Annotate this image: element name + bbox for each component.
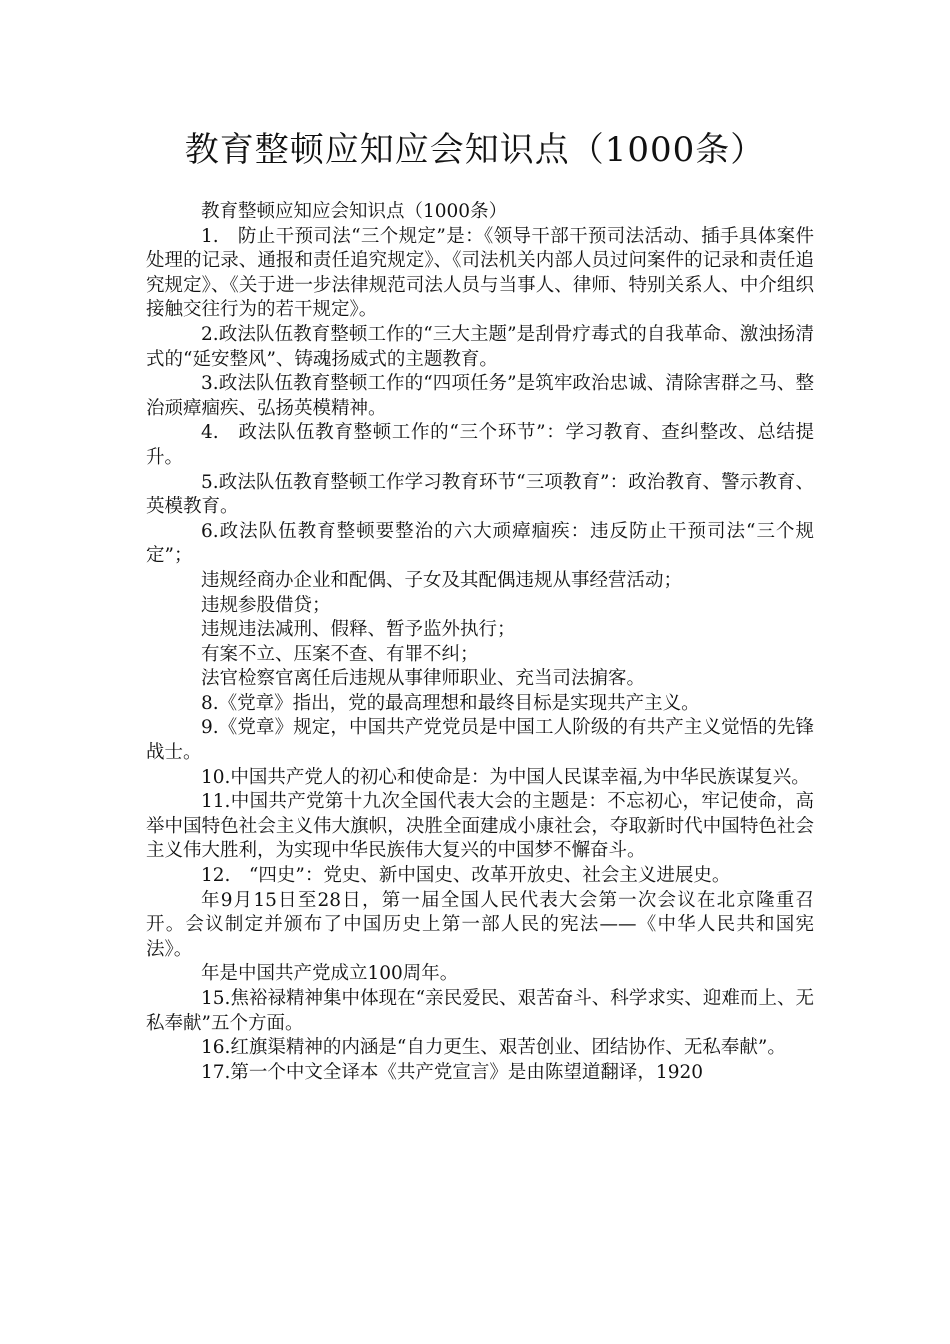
paragraph-item-9: 9.《党章》规定，中国共产党党员是中国工人阶级的有共产主义觉悟的先锋战士。 (146, 717, 814, 764)
paragraph-item-11: 11.中国共产党第十九次全国代表大会的主题是：不忘初心，牢记使命，高举中国特色社会主义伟大旗帜，决胜全面建成小康社会，夺取新时代中国特色社会主义伟大胜利，为实现中华民族伟大复兴的中国梦不懈奋斗。 (146, 791, 814, 862)
paragraph-item-6-sub-2: 违规参股借贷； (201, 594, 331, 616)
paragraph-item-6: 6.政法队伍教育整顿要整治的六大顽瘴痼疾：违反防止干预司法“三个规定”； (146, 520, 814, 567)
paragraph-item-6-sub-4: 有案不立、压案不查、有罪不纠； (201, 643, 479, 665)
paragraph-item-17: 17.第一个中文全译本《共产党宣言》是由陈望道翻译，1920 (201, 1061, 704, 1083)
paragraph-item-6-sub-3: 违规违法减刑、假释、暂予监外执行； (201, 619, 516, 641)
paragraph-item-13: 年9月15日至28日，第一届全国人民代表大会第一次会议在北京隆重召开。会议制定并颁布了中国历史上第一部人民的宪法——《中华人民共和国宪法》。 (146, 889, 814, 960)
paragraph-item-10: 10.中国共产党人的初心和使命是：为中国人民谋幸福,为中华民族谋复兴。 (201, 766, 810, 788)
paragraph-subtitle: 教育整顿应知应会知识点（1000条） (201, 201, 508, 222)
document-body (146, 200, 814, 1085)
paragraph-item-8: 8.《党章》指出，党的最高理想和最终目标是实现共产主义。 (201, 692, 700, 714)
paragraph-item-4: 4. 政法队伍教育整顿工作的“三个环节”：学习教育、查纠整改、总结提升。 (146, 422, 814, 468)
paragraph-item-6-sub-1: 违规经商办企业和配偶、子女及其配偶违规从事经营活动； (201, 569, 683, 591)
paragraph-item-15: 15.焦裕禄精神集中体现在“亲民爱民、艰苦奋斗、科学求实、迎难而上、无私奉献”五个方面。 (146, 988, 814, 1034)
paragraph-item-16: 16.红旗渠精神的内涵是“自力更生、艰苦创业、团结协作、无私奉献”。 (201, 1037, 786, 1059)
paragraph-item-3: 3.政法队伍教育整顿工作的“四项任务”是筑牢政治忠诚、清除害群之马、整治顽瘴痼疾、弘扬英模精神。 (146, 373, 814, 419)
document-title: 教育整顿应知应会知识点（1000条） (184, 130, 766, 170)
paragraph-item-2: 2.政法队伍教育整顿工作的“三大主题”是刮骨疗毒式的自我革命、激浊扬清式的“延安整风”、铸魂扬威式的主题教育。 (146, 323, 814, 370)
paragraph-item-6-sub-5: 法官检察官离任后违规从事律师职业、充当司法掮客。 (201, 668, 646, 690)
paragraph-item-5: 5.政法队伍教育整顿工作学习教育环节“三项教育”：政治教育、警示教育、英模教育。 (146, 471, 814, 518)
paragraph-item-14: 年是中国共产党成立100周年。 (201, 963, 459, 985)
paragraph-item-1: 1. 防止干预司法“三个规定”是：《领导干部干预司法活动、插手具体案件处理的记录、通报和责任追究规定》、《司法机关内部人员过问案件的记录和责任追究规定》、《关于进一步法律规范司法人员与当事人、律师、特别关系人、中介组织接触交往行为的若干规定》。 (146, 225, 814, 321)
paragraph-item-12: 12. “四史”：党史、新中国史、改革开放史、社会主义进展史。 (201, 865, 731, 887)
